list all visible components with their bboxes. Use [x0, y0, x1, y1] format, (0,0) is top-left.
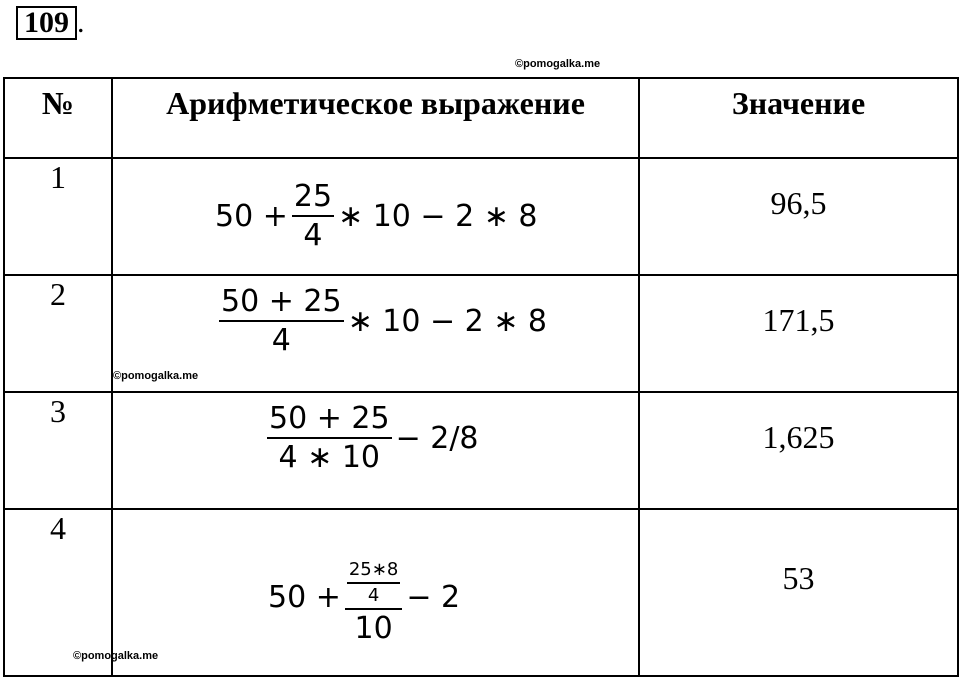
row-value: [639, 392, 958, 509]
row-expression: [112, 392, 639, 509]
fraction-numerator: [345, 549, 402, 610]
fraction-denominator: 4: [271, 323, 291, 358]
value-text: 171,5: [762, 302, 835, 338]
math-expression: [263, 393, 479, 483]
inner-denominator: 4: [367, 585, 380, 606]
task-number-dot: .: [77, 6, 85, 39]
header-value: Значение: [639, 78, 958, 158]
expr-term: 50 +: [268, 579, 341, 615]
expr-rest: ∗ 10 − 2 ∗ 8: [347, 303, 548, 339]
row-value: [639, 158, 958, 275]
expr-rest: − 2/8: [395, 420, 479, 456]
fraction-denominator: 4 ∗ 10: [278, 440, 381, 475]
row-number: 1: [4, 158, 112, 275]
task-number-box: 109: [16, 6, 77, 40]
math-expression: [215, 161, 538, 271]
task-number: [16, 6, 85, 38]
fraction-numerator: 25: [292, 180, 334, 217]
row-expression: [112, 158, 639, 275]
fraction-numerator: 50 + 25: [267, 402, 392, 439]
header-expression: Арифметическое выражение: [112, 78, 639, 158]
watermark: ©pomogalka.me: [73, 650, 159, 662]
header-number: №: [4, 78, 112, 158]
table-row: [4, 509, 958, 676]
math-expression: [268, 532, 460, 662]
table-row: [4, 392, 958, 509]
value-text: 1,625: [762, 419, 835, 455]
table-header-row: [4, 78, 958, 158]
table-row: [4, 158, 958, 275]
row-value: [639, 275, 958, 392]
watermark: ©pomogalka.me: [515, 58, 601, 70]
fraction-denominator: 4: [303, 218, 323, 253]
watermark: ©pomogalka.me: [113, 370, 199, 382]
row-expression: [73, 509, 639, 676]
fraction-denominator: 10: [354, 610, 393, 646]
table-row: [4, 275, 958, 392]
inner-fraction: [347, 560, 400, 606]
inner-numerator: 25∗8: [347, 560, 400, 584]
row-number: 4: [4, 509, 112, 676]
fraction: [292, 180, 334, 252]
math-expression: [215, 276, 547, 366]
fraction: [219, 285, 344, 357]
expr-rest: ∗ 10 − 2 ∗ 8: [338, 198, 538, 234]
fraction: [267, 402, 392, 474]
row-value: [639, 509, 958, 676]
expr-term: 50 +: [215, 198, 288, 234]
row-expression: [112, 275, 639, 392]
row-number: 2: [4, 275, 112, 392]
fraction-numerator: 50 + 25: [219, 285, 344, 322]
expressions-table: [3, 77, 959, 677]
expr-rest: − 2: [406, 579, 461, 615]
value-text: 53: [782, 560, 815, 596]
value-text: 96,5: [770, 185, 827, 221]
row-number: 3: [4, 392, 112, 509]
compound-fraction: [345, 549, 402, 645]
